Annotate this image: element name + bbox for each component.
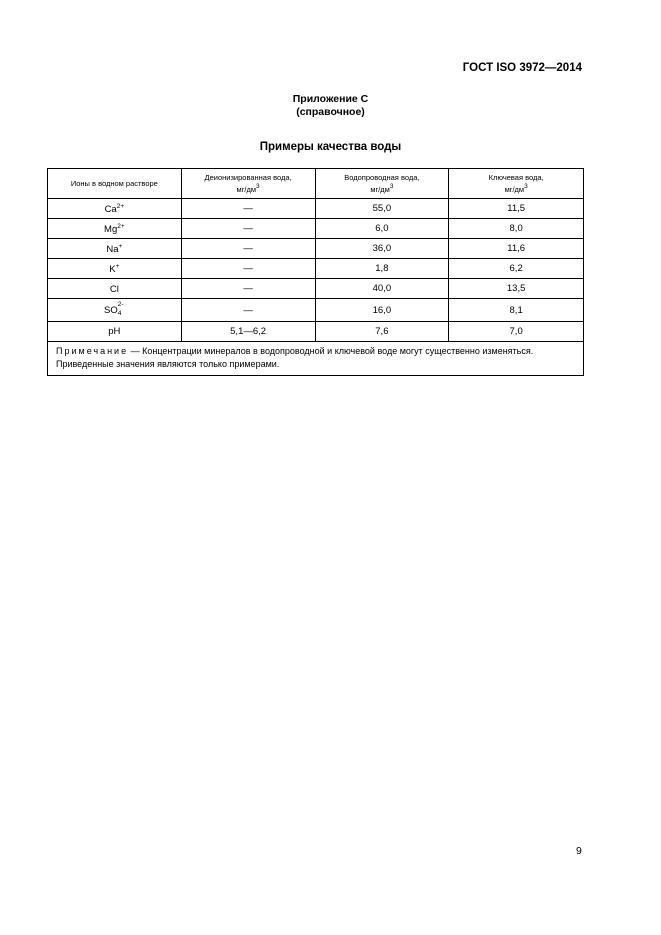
ion-cell: K+: [48, 259, 182, 279]
table-row: [48, 199, 584, 219]
note-text: — Концентрации минералов в водопроводной и ключевой воде могут существенно изменяться. Приведенные значения являются только примерами.: [56, 346, 534, 369]
header-ions: Ионы в водном растворе: [48, 169, 182, 199]
deionized-cell: —: [181, 299, 315, 322]
table-row: [48, 219, 584, 239]
annex-subtitle: (справочное): [296, 106, 365, 118]
spring-cell: 8,0: [449, 219, 584, 239]
table-row: [48, 299, 584, 322]
deionized-cell: —: [181, 279, 315, 299]
ion-cell: Cl: [48, 279, 182, 299]
page-number: 9: [576, 845, 582, 857]
tap-cell: 55,0: [315, 199, 449, 219]
table-title: Примеры качества воды: [259, 141, 402, 153]
deionized-cell: 5,1—6,2: [181, 322, 315, 342]
spring-cell: 11,5: [449, 199, 584, 219]
note-label: Примечание: [56, 346, 129, 356]
header-deionized: Деионизированная вода, $мг/дм^3$: [181, 169, 315, 199]
spring-cell: 7,0: [449, 322, 584, 342]
spring-cell: 6,2: [449, 259, 584, 279]
ion-cell: $Mg^{2+}$: [48, 219, 182, 239]
header-tap: Водопроводная вода, $мг/дм^3$: [315, 169, 449, 199]
annex-title: Приложение С: [292, 93, 369, 105]
header-spring: Ключевая вода, $мг/дм^3$: [449, 169, 584, 199]
tap-cell: 36,0: [315, 239, 449, 259]
deionized-cell: —: [181, 259, 315, 279]
annex-heading: [0, 93, 661, 119]
table-row: [48, 322, 584, 342]
water-quality-table: [47, 168, 584, 376]
note-row: [48, 342, 584, 376]
sulfate-scripts: 2- 4: [117, 300, 124, 317]
standard-designation: ГОСТ ISO 3972—2014: [462, 62, 582, 74]
tap-cell: 1,8: [315, 259, 449, 279]
ion-cell: pH: [48, 322, 182, 342]
table-row: [48, 259, 584, 279]
spring-cell: 13,5: [449, 279, 584, 299]
table-header-row: [48, 169, 584, 199]
tap-cell: 40,0: [315, 279, 449, 299]
deionized-cell: —: [181, 219, 315, 239]
spring-cell: 11,6: [449, 239, 584, 259]
table-row: [48, 279, 584, 299]
deionized-cell: —: [181, 199, 315, 219]
ion-cell: SO 2- 4: [48, 299, 182, 322]
table-row: [48, 239, 584, 259]
tap-cell: 7,6: [315, 322, 449, 342]
deionized-cell: —: [181, 239, 315, 259]
tap-cell: 6,0: [315, 219, 449, 239]
tap-cell: 16,0: [315, 299, 449, 322]
table-note: [48, 342, 584, 376]
ion-cell: $Ca^{2+}$: [48, 199, 182, 219]
ion-cell: Na+: [48, 239, 182, 259]
spring-cell: 8,1: [449, 299, 584, 322]
